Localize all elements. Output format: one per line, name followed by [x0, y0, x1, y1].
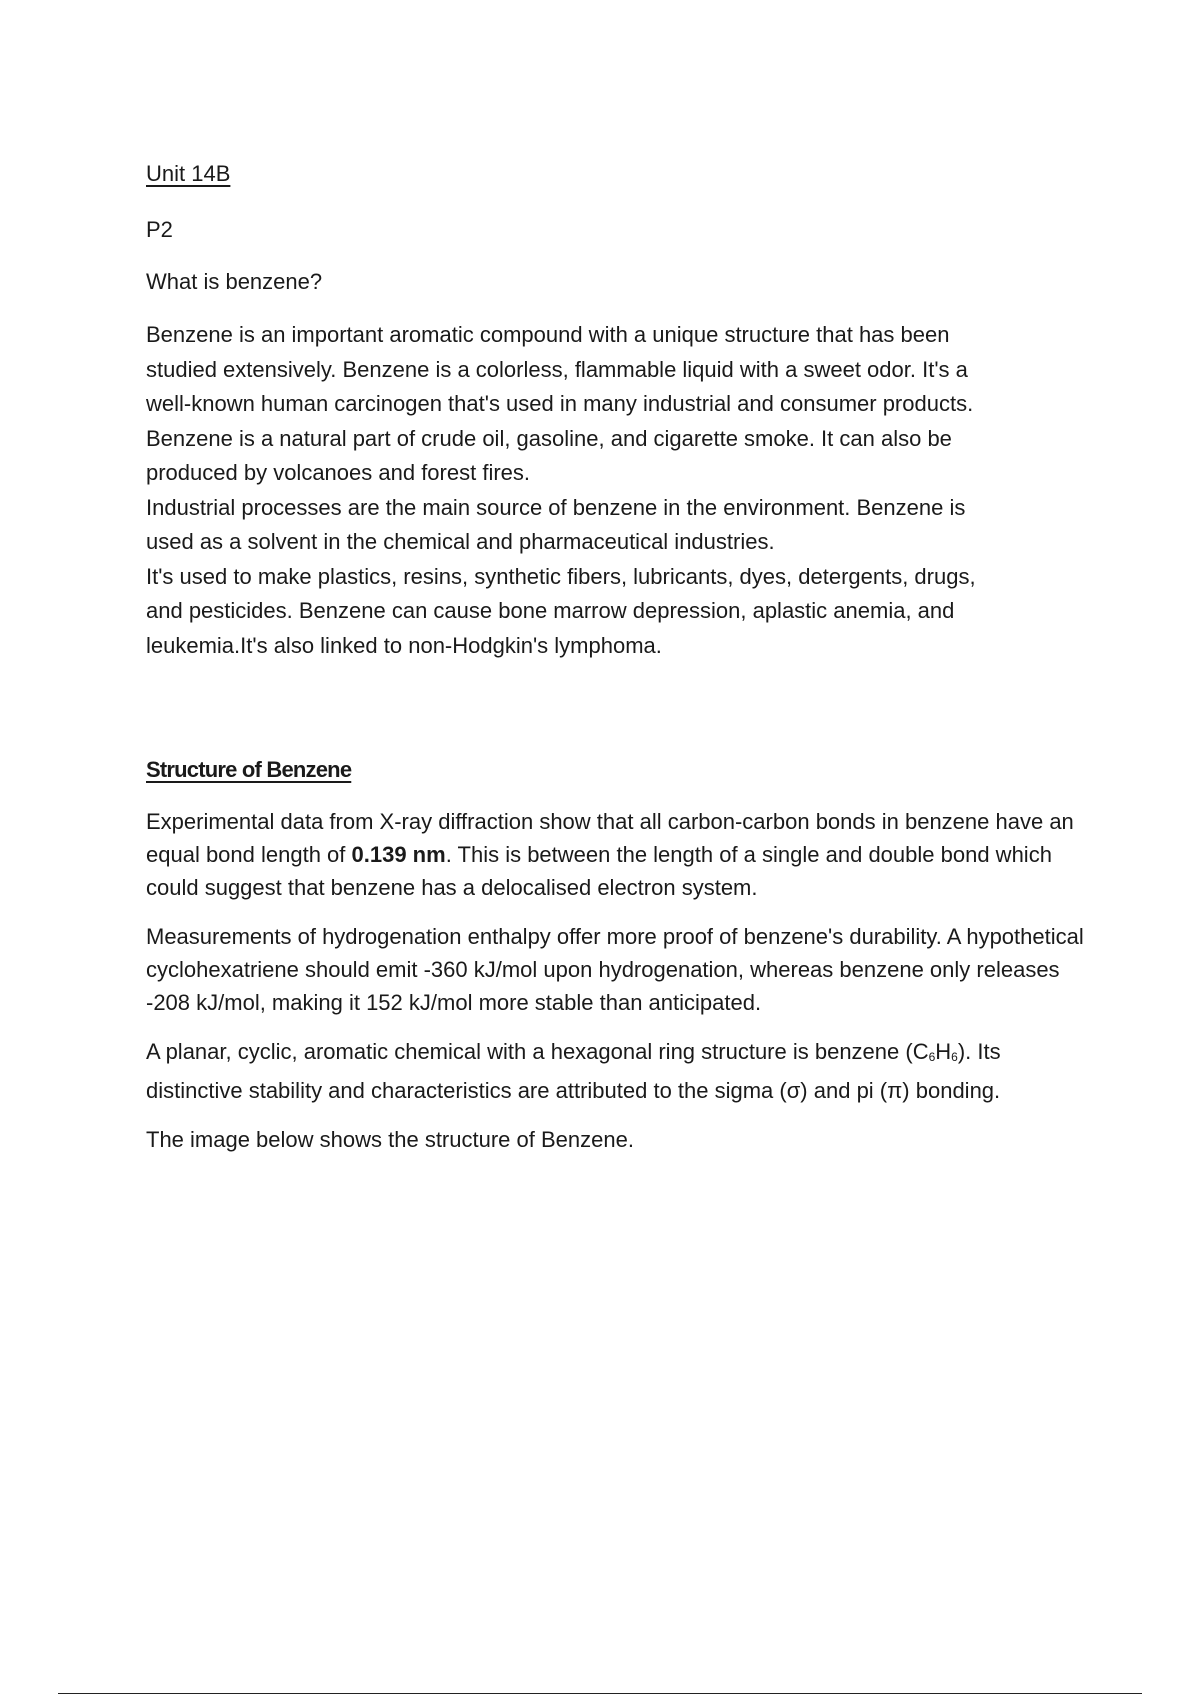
section-heading-structure: Structure of Benzene [146, 757, 352, 782]
intro-line: Benzene is a natural part of crude oil, gasoline, and cigarette smoke. It can also be [146, 425, 952, 451]
intro-line: It's used to make plastics, resins, synthetic fibers, lubricants, dyes, detergents, drugs, [146, 563, 976, 589]
planar-text-before: A planar, cyclic, aromatic chemical with a hexagonal ring structure is benzene (C [146, 1039, 929, 1064]
document-page [146, 160, 1096, 1156]
formula-subscript-carbon: 6 [928, 1050, 936, 1064]
intro-paragraph [146, 318, 1096, 663]
intro-line: Benzene is an important aromatic compound with a unique structure that has been [146, 322, 950, 347]
bond-length-value: 0.139 nm [351, 842, 446, 867]
xray-text-after: . This is between the length of a single and double bond which could suggest that benzene has a delocalised electron system. [146, 842, 1052, 900]
part-label: P2 [146, 217, 173, 242]
xray-paragraph [146, 805, 1096, 904]
intro-line: leukemia.It's also linked to non-Hodgkin's lymphoma. [146, 632, 662, 658]
unit-label: Unit 14B [146, 161, 231, 186]
hydrogenation-paragraph: Measurements of hydrogenation enthalpy offer more proof of benzene's durability. A hypothetical cyclohexatriene should emit -360 kJ/mol upon hydrogenation, whereas benzene only releases -208 kJ/mol, making it 152 kJ/mol more stable than anticipated. [146, 924, 1084, 1015]
intro-line: studied extensively. Benzene is a colorless, flammable liquid with a sweet odor. It's a [146, 356, 968, 382]
xray-text-before: Experimental data from X-ray diffraction show that all carbon-carbon bonds in benzene have an equal bond length of [146, 809, 1074, 867]
intro-line: used as a solvent in the chemical and pharmaceutical industries. [146, 529, 775, 554]
planar-paragraph [146, 1035, 1096, 1107]
formula-hydrogen: H [935, 1039, 952, 1064]
footer-divider [58, 1693, 1142, 1694]
section-spacer [146, 663, 1096, 755]
question-heading: What is benzene? [146, 269, 323, 294]
intro-line: well-known human carcinogen that's used in many industrial and consumer products. [146, 391, 974, 416]
image-caption: The image below shows the structure of Benzene. [146, 1127, 634, 1152]
intro-line: Industrial processes are the main source of benzene in the environment. Benzene is [146, 494, 966, 520]
formula-subscript-hydrogen: 6 [951, 1050, 958, 1064]
intro-line: produced by volcanoes and forest fires. [146, 460, 531, 485]
intro-line: and pesticides. Benzene can cause bone marrow depression, aplastic anemia, and [146, 598, 955, 623]
planar-text-after: ). Its distinctive stability and characteristics are attributed to the sigma (σ) and pi (π) bonding. [146, 1039, 1001, 1103]
